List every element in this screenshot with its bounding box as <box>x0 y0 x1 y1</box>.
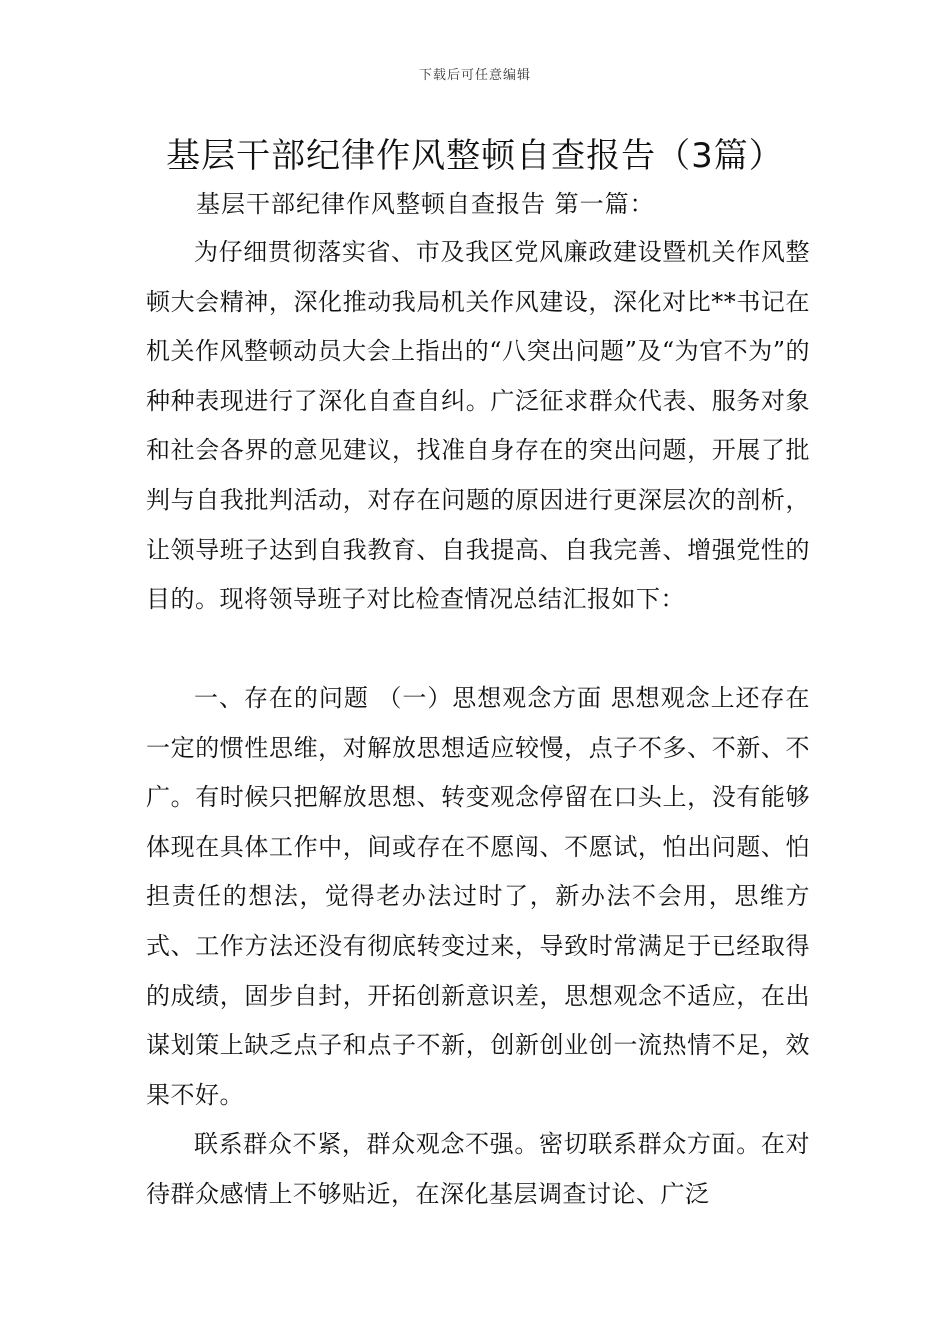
paragraph-masses: 联系群众不紧，群众观念不强。密切联系群众方面。在对待群众感情上不够贴近，在深化基层调查讨论、广泛 <box>146 1130 810 1208</box>
header-note: 下载后可任意编辑 <box>418 68 531 83</box>
paragraph-intro: 为仔细贯彻落实省、市及我区党风廉政建设暨机关作风整顿大会精神，深化推动我局机关作风建设，深化对比**书记在机关作风整顿动员大会上指出的“八突出问题”及“为官不为”的种种表现进行了深化自查自纠。广泛征求群众代表、服务对象和社会各界的意见建议，找准自身存在的突出问题，开展了批判与自我批判活动，对存在问题的原因进行更深层次的剖析，让领导班子达到自我教育、自我提高、自我完善、增强党性的目的。现将领导班子对比检查情况总结汇报如下： <box>146 238 810 614</box>
document-subtitle: 基层干部纪律作风整顿自查报告 第一篇： <box>196 190 655 218</box>
paragraph-problems: 一、存在的问题 （一）思想观念方面 思想观念上还存在一定的惯性思维，对解放思想适应较慢，点子不多、不新、不广。有时候只把解放思想、转变观念停留在口头上，没有能够体现在具体工作中，间或存在不愿闯、不愿试，怕出问题、怕担责任的想法，觉得老办法过时了，新办法不会用，思维方式、工作方法还没有彻底转变过来，导致时常满足于已经取得的成绩，固步自封，开拓创新意识差，思想观念不适应，在出谋划策上缺乏点子和点子不新，创新创业创一流热情不足，效果不好。 <box>146 684 810 1109</box>
document-title: 基层干部纪律作风整顿自查报告（3篇） <box>166 136 784 176</box>
